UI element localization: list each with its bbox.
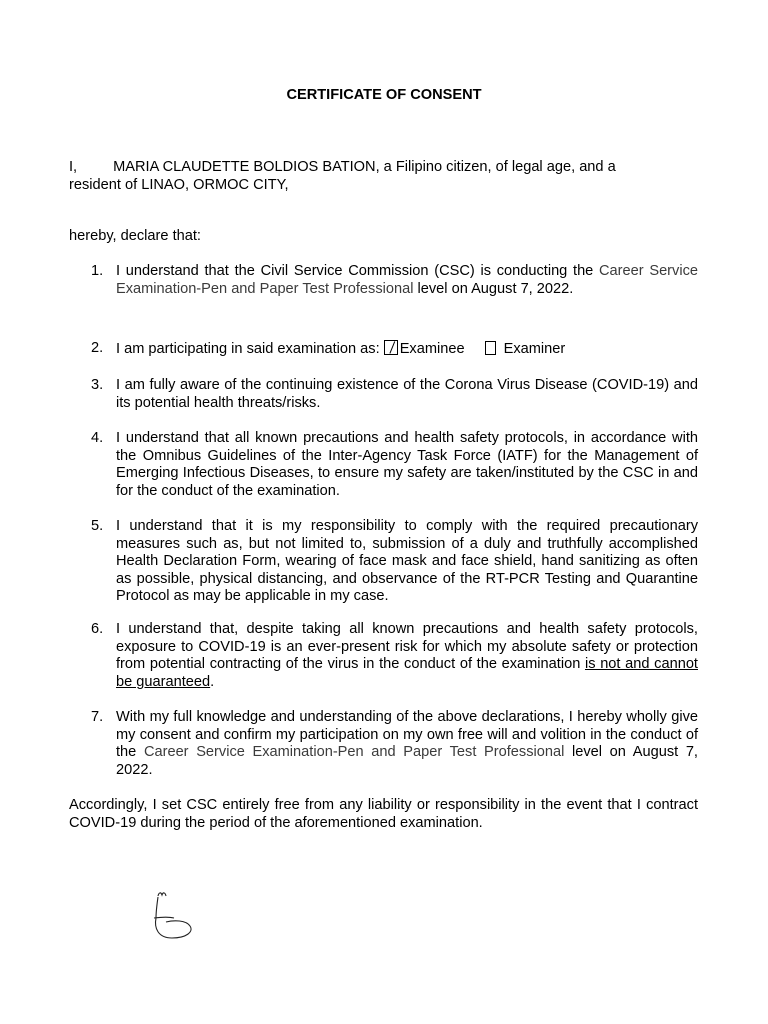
list-item [91, 709, 698, 779]
item-number: 2. [91, 340, 104, 356]
list-item [91, 621, 698, 691]
underlined-phrase: is not and cannot be guaranteed [116, 656, 698, 690]
item-number: 5. [91, 518, 104, 534]
item-text: I understand that all known precautions and health safety protocols, in accordance with the Omnibus Guidelines of the Inter-Agency Task Force (IATF) for the Management of Emerging Infectious Diseases, to ensure my safety are taken/instituted by the CSC in and for the conduct of the examination. [116, 430, 698, 499]
list-item [91, 377, 698, 412]
list-item [91, 340, 698, 359]
item-number: 4. [91, 430, 104, 446]
item-number: 7. [91, 709, 104, 725]
item-text: I understand that it is my responsibility to comply with the required precautionary measures such as, but not limited to, submission of a duly and truthfully accomplished Health Declaration Form, wearing of face mask and face shield, hand sanitizing as often as possible, physical distancing, and observance of the RT-PCR Testing and Quarantine Protocol as may be applicable in my case. [116, 518, 698, 604]
declare-line: hereby, declare that: [69, 228, 201, 244]
list-item [91, 430, 698, 500]
item-text: I am participating in said examination as: [116, 341, 384, 357]
item-number: 3. [91, 377, 104, 393]
item-text: I am fully aware of the continuing existence of the Corona Virus Disease (COVID-19) and its potential health threats/risks. [116, 377, 698, 411]
list-item [91, 518, 698, 606]
closing-paragraph: Accordingly, I set CSC entirely free from any liability or responsibility in the event that I contract COVID-19 during the period of the aforementioned examination. [69, 797, 698, 831]
item-number: 1. [91, 263, 104, 279]
item-text: With my full knowledge and understanding of the above declarations, I hereby wholly give my consent and confirm my participation on my own free will and volition in the conduct of the [116, 709, 698, 760]
examiner-label: Examiner [503, 341, 566, 357]
intro-paragraph [69, 159, 698, 194]
item-text-end: . [210, 673, 215, 690]
examinee-checkbox[interactable] [384, 340, 398, 355]
item-text: I understand that the Civil Service Commission (CSC) is conducting the [116, 263, 600, 279]
intro-residence: resident of LINAO, ORMOC CITY, [69, 176, 289, 193]
item-text: I understand that, despite taking all known precautions and health safety protocols, exposure to COVID-19 is an ever-present risk for which my absolute safety or protection from potential contracting of the virus in the conduct of the examination [116, 621, 698, 672]
item-number: 6. [91, 621, 104, 637]
item-text-end: level on August 7, 2022. [116, 744, 698, 778]
item-text-end: level on August 7, 2022. [413, 280, 574, 297]
intro-line1-rest: , a Filipino citizen, of legal age, and a [375, 159, 616, 175]
person-name: MARIA CLAUDETTE BOLDIOS BATION [113, 159, 376, 175]
examinee-label: Examinee [399, 341, 465, 357]
intro-prefix: I, [69, 159, 78, 175]
signature-icon [148, 888, 200, 944]
list-item [91, 263, 698, 298]
examiner-checkbox[interactable] [485, 341, 496, 355]
exam-name: Career Service Examination-Pen and Paper Test Professional [143, 744, 565, 760]
page-title: CERTIFICATE OF CONSENT [286, 87, 482, 103]
exam-name: Career Service Examination-Pen and Paper Test Professional [116, 263, 698, 297]
